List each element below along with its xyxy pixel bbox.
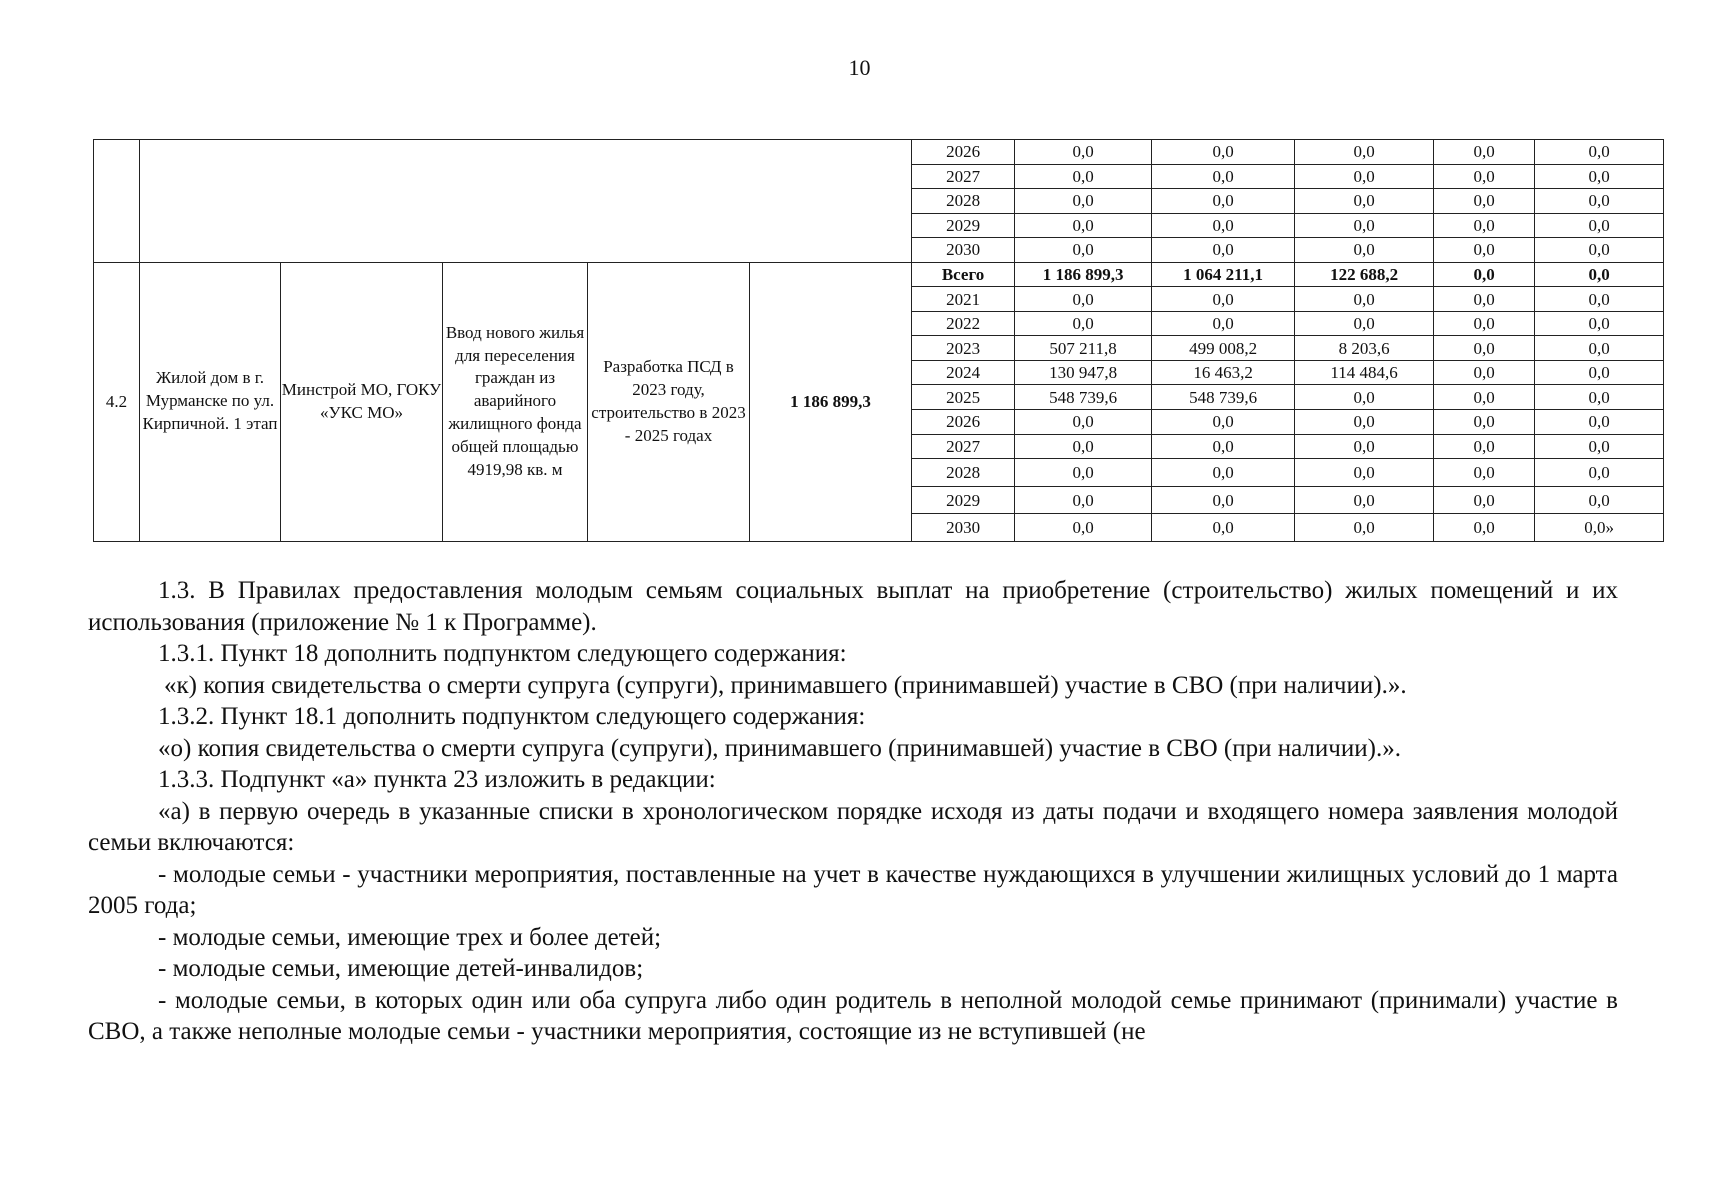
amount-cell: 0,0 — [1434, 213, 1535, 238]
amount-cell: 1 186 899,3 — [1015, 262, 1152, 287]
paragraph-1-3-3: 1.3.3. Подпункт «а» пункта 23 изложить в редакции: — [158, 766, 716, 793]
amount-cell: 0,0 — [1434, 459, 1535, 487]
amount-cell: 0,0 — [1434, 140, 1535, 165]
amount-cell: 0,0» — [1535, 514, 1664, 542]
amount-cell: 0,0 — [1152, 459, 1295, 487]
amount-cell: 0,0 — [1295, 486, 1434, 514]
amount-cell: 499 008,2 — [1152, 336, 1295, 361]
year-cell: 2028 — [912, 189, 1015, 214]
amount-cell: 0,0 — [1434, 360, 1535, 385]
amount-cell: 0,0 — [1434, 410, 1535, 435]
amount-cell: 0,0 — [1015, 164, 1152, 189]
amount-cell: 0,0 — [1152, 434, 1295, 459]
continued-merged-cell — [140, 140, 912, 263]
amount-cell: 114 484,6 — [1295, 360, 1434, 385]
year-cell: 2029 — [912, 213, 1015, 238]
year-cell: 2021 — [912, 287, 1015, 312]
year-cell: 2026 — [912, 140, 1015, 165]
amount-cell: 0,0 — [1434, 238, 1535, 263]
amount-cell: 0,0 — [1015, 459, 1152, 487]
amount-cell: 0,0 — [1434, 486, 1535, 514]
year-cell: 2025 — [912, 385, 1015, 410]
paragraph-quote-k: «к) копия свидетельства о смерти супруга (супруги), принимавшего (принимавшей) участие в СВО (при наличии).». — [164, 671, 1407, 699]
amount-cell: 0,0 — [1015, 140, 1152, 165]
item-number-cell: 4.2 — [94, 262, 140, 541]
amount-cell: 0,0 — [1152, 311, 1295, 336]
amount-cell: 130 947,8 — [1015, 360, 1152, 385]
amount-cell: 507 211,8 — [1015, 336, 1152, 361]
table-body — [94, 140, 1664, 542]
stage-cell: Разработка ПСД в 2023 году, строительство в 2023 - 2025 годах — [588, 262, 750, 541]
paragraph-quote-a: «а) в первую очередь в указанные списки в хронологическом порядке исходя из даты подачи и входящего номера заявления молодой семьи включаются: — [88, 797, 1618, 856]
amount-cell: 0,0 — [1295, 238, 1434, 263]
amount-cell: 0,0 — [1434, 287, 1535, 312]
amount-cell: 0,0 — [1535, 287, 1664, 312]
year-cell: 2027 — [912, 434, 1015, 459]
amount-cell: 0,0 — [1434, 189, 1535, 214]
responsible-cell: Минстрой МО, ГОКУ «УКС МО» — [281, 262, 443, 541]
amount-cell: 0,0 — [1152, 486, 1295, 514]
amount-cell: 0,0 — [1535, 140, 1664, 165]
total-cost-cell: 1 186 899,3 — [750, 262, 912, 541]
amount-cell: 0,0 — [1152, 287, 1295, 312]
budget-table — [93, 139, 1664, 542]
amount-cell: 0,0 — [1434, 514, 1535, 542]
amount-cell: 0,0 — [1295, 164, 1434, 189]
amount-cell: 0,0 — [1295, 140, 1434, 165]
amount-cell: 1 064 211,1 — [1152, 262, 1295, 287]
year-cell: 2026 — [912, 410, 1015, 435]
amount-cell: 0,0 — [1015, 514, 1152, 542]
body-text — [88, 575, 1618, 1048]
amount-cell: 0,0 — [1152, 410, 1295, 435]
list-item-dash-4: - молодые семьи, в которых один или оба супруга либо один родитель в неполной молодой семье принимают (принимали) участие в СВО, а также неполные молодые семьи - участники мероприятия, состоящие из не вступившей (не — [88, 986, 1618, 1045]
amount-cell: 0,0 — [1535, 385, 1664, 410]
amount-cell: 0,0 — [1015, 311, 1152, 336]
amount-cell: 0,0 — [1535, 434, 1664, 459]
expected-result-cell: Ввод нового жилья для переселения граждан из аварийного жилищного фонда общей площадью 4919,98 кв. м — [443, 262, 588, 541]
amount-cell: 0,0 — [1152, 213, 1295, 238]
amount-cell: 0,0 — [1015, 287, 1152, 312]
year-cell: 2029 — [912, 486, 1015, 514]
paragraph-1-3-2: 1.3.2. Пункт 18.1 дополнить подпунктом следующего содержания: — [158, 703, 866, 730]
amount-cell: 0,0 — [1535, 262, 1664, 287]
amount-cell: 0,0 — [1152, 238, 1295, 263]
amount-cell: 548 739,6 — [1015, 385, 1152, 410]
paragraph-1-3-1: 1.3.1. Пункт 18 дополнить подпунктом следующего содержания: — [158, 640, 847, 667]
amount-cell: 0,0 — [1015, 410, 1152, 435]
year-cell: 2022 — [912, 311, 1015, 336]
amount-cell: 0,0 — [1535, 486, 1664, 514]
amount-cell: 0,0 — [1535, 410, 1664, 435]
page-number: 10 — [848, 55, 871, 80]
year-cell: 2023 — [912, 336, 1015, 361]
amount-cell: 0,0 — [1295, 189, 1434, 214]
amount-cell: 0,0 — [1535, 238, 1664, 263]
amount-cell: 0,0 — [1535, 189, 1664, 214]
amount-cell: 0,0 — [1434, 311, 1535, 336]
amount-cell: 0,0 — [1535, 336, 1664, 361]
amount-cell: 0,0 — [1015, 238, 1152, 263]
amount-cell: 0,0 — [1152, 140, 1295, 165]
continued-number-cell — [94, 140, 140, 263]
amount-cell: 0,0 — [1295, 459, 1434, 487]
amount-cell: 0,0 — [1535, 360, 1664, 385]
year-cell: 2027 — [912, 164, 1015, 189]
amount-cell: 0,0 — [1535, 311, 1664, 336]
amount-cell: 0,0 — [1015, 486, 1152, 514]
table-row — [94, 140, 1664, 165]
paragraph-1-3: 1.3. В Правилах предоставления молодым семьям социальных выплат на приобретение (строительство) жилых помещений и их использования (приложение № 1 к Программе). — [88, 577, 1618, 636]
amount-cell: 0,0 — [1434, 164, 1535, 189]
amount-cell: 0,0 — [1295, 434, 1434, 459]
amount-cell: 0,0 — [1434, 336, 1535, 361]
amount-cell: 0,0 — [1152, 189, 1295, 214]
amount-cell: 0,0 — [1434, 434, 1535, 459]
list-item-dash-3: - молодые семьи, имеющие детей-инвалидов; — [158, 955, 644, 982]
amount-cell: 0,0 — [1152, 514, 1295, 542]
amount-cell: 0,0 — [1295, 410, 1434, 435]
year-cell: Всего — [912, 262, 1015, 287]
table-row — [94, 262, 1664, 287]
amount-cell: 0,0 — [1295, 311, 1434, 336]
amount-cell: 548 739,6 — [1152, 385, 1295, 410]
amount-cell: 0,0 — [1535, 164, 1664, 189]
amount-cell: 0,0 — [1152, 164, 1295, 189]
list-item-dash-2: - молодые семьи, имеющие трех и более детей; — [158, 923, 662, 951]
amount-cell: 16 463,2 — [1152, 360, 1295, 385]
amount-cell: 8 203,6 — [1295, 336, 1434, 361]
amount-cell: 0,0 — [1015, 434, 1152, 459]
amount-cell: 0,0 — [1295, 287, 1434, 312]
year-cell: 2024 — [912, 360, 1015, 385]
amount-cell: 0,0 — [1015, 189, 1152, 214]
object-name-cell: Жилой дом в г. Мурманске по ул. Кирпичной. 1 этап — [140, 262, 281, 541]
year-cell: 2028 — [912, 459, 1015, 487]
year-cell: 2030 — [912, 238, 1015, 263]
amount-cell: 122 688,2 — [1295, 262, 1434, 287]
amount-cell: 0,0 — [1295, 385, 1434, 410]
amount-cell: 0,0 — [1015, 213, 1152, 238]
amount-cell: 0,0 — [1434, 262, 1535, 287]
amount-cell: 0,0 — [1295, 213, 1434, 238]
amount-cell: 0,0 — [1295, 514, 1434, 542]
amount-cell: 0,0 — [1535, 213, 1664, 238]
paragraph-quote-o: «о) копия свидетельства о смерти супруга (супруги), принимавшего (принимавшей) участие в СВО (при наличии).». — [158, 734, 1401, 762]
amount-cell: 0,0 — [1434, 385, 1535, 410]
list-item-dash-1: - молодые семьи - участники мероприятия, поставленные на учет в качестве нуждающихся в улучшении жилищных условий до 1 марта 2005 года; — [88, 860, 1618, 919]
year-cell: 2030 — [912, 514, 1015, 542]
amount-cell: 0,0 — [1535, 459, 1664, 487]
